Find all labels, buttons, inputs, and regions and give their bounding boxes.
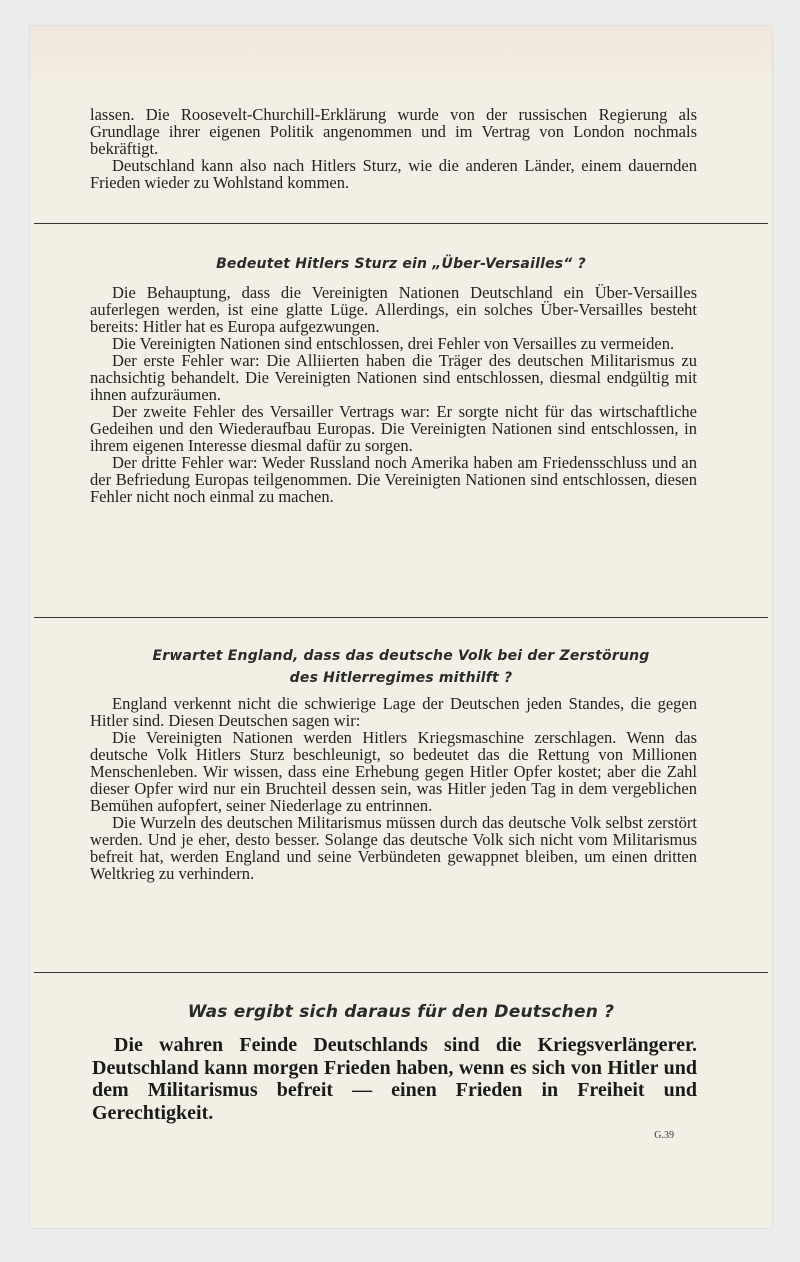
paragraph: Der erste Fehler war: Die Alliierten haben die Träger des deutschen Militarismus zu nachsichtig behandelt. Die Vereinigten Nationen sind entschlossen, diesmal endgültig mit ihnen aufzuräumen.: [90, 351, 697, 404]
paragraph: Die Wurzeln des deutschen Militarismus müssen durch das deutsche Volk selbst zerstört werden. Und je eher, desto besser. Solange das deutsche Volk sich nicht vom Militarismus befreit hat, werden England und seine Verbündeten gewappnet bleiben, um einen dritten Weltkrieg zu verhindern.: [90, 813, 697, 883]
section-body: [30, 284, 772, 505]
section-england: [30, 645, 772, 882]
leaflet-code: G.39: [654, 1130, 674, 1141]
section-ueber-versailles: [30, 256, 772, 505]
leaflet-page: [30, 26, 772, 1228]
section-intro: [30, 106, 772, 191]
heading-line: Erwartet England, dass das deutsche Volk bei der Zerstörung: [152, 648, 650, 664]
section-heading: Was ergibt sich daraus für den Deutschen ?: [187, 1002, 615, 1022]
paragraph: Die Vereinigten Nationen sind entschlossen, drei Fehler von Versailles zu vermeiden.: [112, 334, 675, 353]
section-heading: [30, 645, 772, 689]
paragraph: England verkennt nicht die schwierige Lage der Deutschen jeden Standes, die gegen Hitler sind. Diesen Deutschen sagen wir:: [90, 694, 697, 730]
conclusion-paragraph: Die wahren Feinde Deutschlands sind die Kriegsverlängerer. Deutschland kann morgen Frieden haben, wenn es sich von Hitler und dem Militarismus befreit — einen Frieden in Freiheit und Gerechtigkeit.: [92, 1034, 697, 1124]
section-intro-text: [30, 106, 772, 191]
section-divider: [34, 223, 768, 224]
paragraph: Deutschland kann also nach Hitlers Sturz, wie die anderen Länder, einem dauernden Frieden wieder zu Wohlstand kommen.: [90, 156, 697, 192]
section-conclusion: [30, 1002, 772, 1124]
paragraph: Die Behauptung, dass die Vereinigten Nationen Deutschland ein Über-Versailles auferlegen werden, ist eine glatte Lüge. Allerdings, ein solches Über-Versailles besteht bereits: Hitler hat es Europa aufgezwungen.: [90, 283, 697, 336]
paragraph: Die Vereinigten Nationen werden Hitlers Kriegsmaschine zerschlagen. Wenn das deutsche Volk Hitlers Sturz beschleunigt, so bedeutet das die Rettung von Millionen Menschenleben. Wir wissen, dass eine Erhebung gegen Hitler Opfer kostet; aber die Zahl dieser Opfer wird nur ein Bruchteil dessen sein, was Hitler jeden Tag in dem vergeblichen Bemühen aufopfert, seiner Niederlage zu entrinnen.: [90, 728, 697, 815]
paragraph: lassen. Die Roosevelt-Churchill-Erklärung wurde von der russischen Regierung als Grundlage ihrer eigenen Politik angenommen und im Vertrag von London nochmals bekräftigt.: [90, 105, 697, 158]
section-body: [30, 695, 772, 882]
paragraph: Der dritte Fehler war: Weder Russland noch Amerika haben am Friedensschluss und an der Befriedung Europas teilgenommen. Die Vereinigten Nationen sind entschlossen, diesen Fehler nicht noch einmal zu machen.: [90, 453, 697, 506]
section-divider: [34, 617, 768, 618]
section-divider: [34, 972, 768, 973]
paragraph: Der zweite Fehler des Versailler Vertrags war: Er sorgte nicht für das wirtschaftliche Gedeihen und den Wiederaufbau Europas. Die Vereinigten Nationen sind entschlossen, in ihrem eigenen Interesse diesmal dafür zu sorgen.: [90, 402, 697, 455]
section-heading: Bedeutet Hitlers Sturz ein „Über-Versailles“ ?: [216, 256, 586, 272]
conclusion-text: [30, 1034, 772, 1124]
heading-line: des Hitlerregimes mithilft ?: [289, 670, 513, 686]
